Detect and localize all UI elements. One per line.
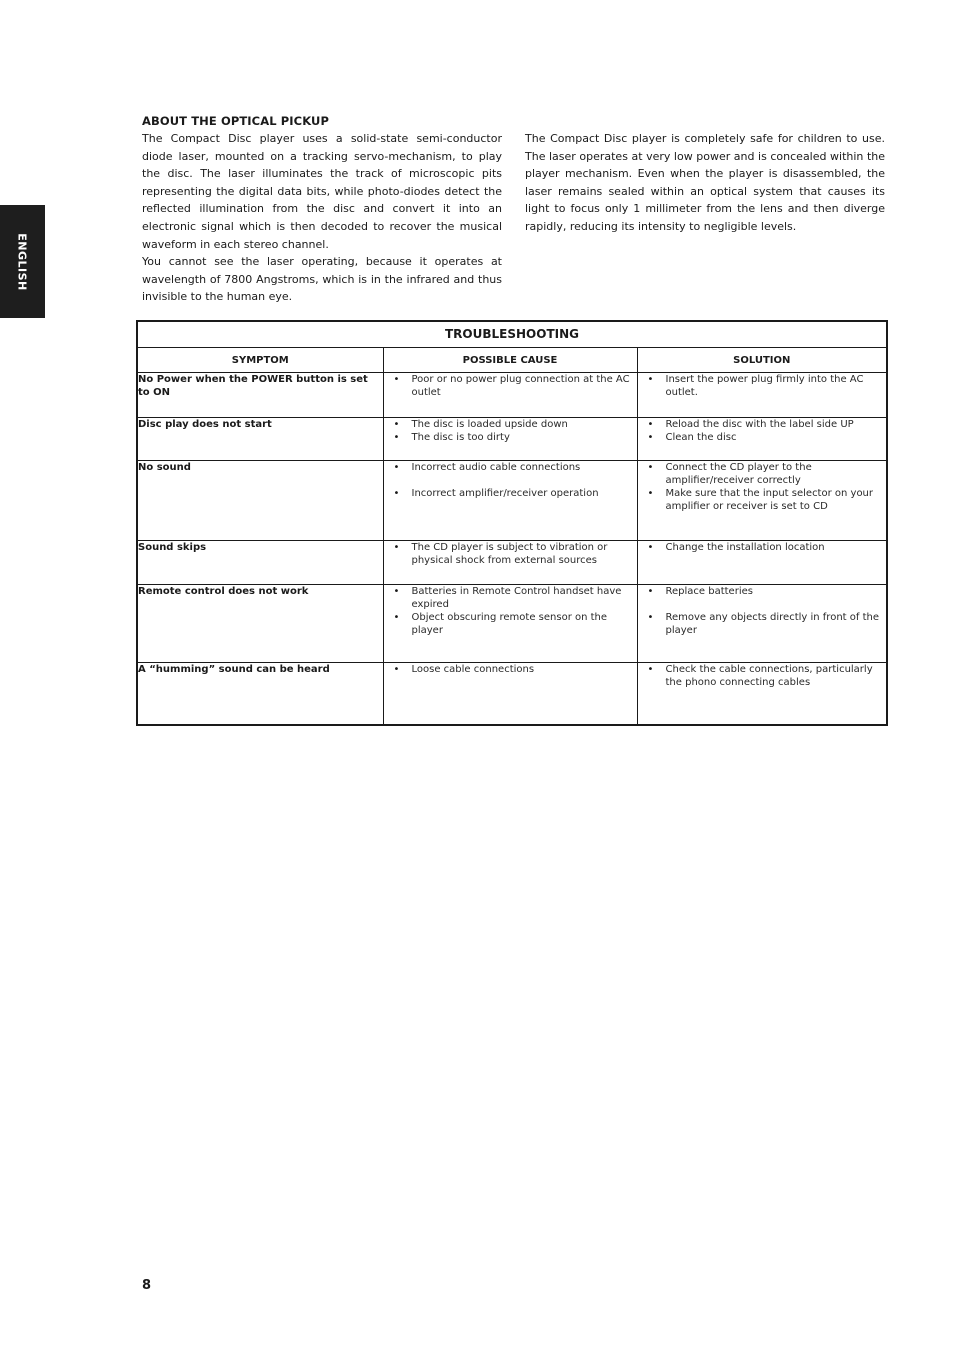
solution-cell (637, 418, 887, 461)
cause-cell (383, 663, 637, 725)
page-number: 8 (142, 1278, 152, 1293)
column-header-symptom: SYMPTOM (137, 348, 383, 373)
solution-item: • Connect the CD player to the amplifier/receiver correctly (638, 461, 887, 487)
solution-cell (637, 461, 887, 541)
optical-pickup-heading: ABOUT THE OPTICAL PICKUP (142, 114, 329, 128)
table-row (137, 461, 887, 541)
solution-cell (637, 373, 887, 418)
cause-cell (383, 541, 637, 585)
cause-item: • Incorrect audio cable connections (384, 461, 637, 474)
language-tab (0, 205, 45, 318)
symptom-cell: A “humming” sound can be heard (137, 663, 383, 725)
solution-item: • Insert the power plug firmly into the AC outlet. (638, 373, 887, 399)
table-row (137, 541, 887, 585)
table-row (137, 585, 887, 663)
solution-item: • Replace batteries (638, 585, 887, 598)
column-header-cause: POSSIBLE CAUSE (383, 348, 637, 373)
cause-item: • Object obscuring remote sensor on the player (384, 611, 637, 637)
solution-item: • Clean the disc (638, 431, 887, 444)
cause-item: • The disc is loaded upside down (384, 418, 637, 431)
symptom-cell: Sound skips (137, 541, 383, 585)
optical-paragraph: The Compact Disc player is completely safe for children to use. The laser operates at very low power and is concealed within the player mechanism. Even when the player is disassembled, the laser remains sealed within an optical system that causes its light to focus only 1 millimeter from the lens and then diverge rapidly, reducing its intensity to negligible levels. (525, 132, 885, 233)
solution-item: • Remove any objects directly in front of the player (638, 611, 887, 637)
cause-cell (383, 373, 637, 418)
symptom-cell: Disc play does not start (137, 418, 383, 461)
cause-item: • Batteries in Remote Control handset have expired (384, 585, 637, 611)
troubleshooting-table (136, 320, 888, 726)
solution-item: • Change the installation location (638, 541, 887, 554)
solution-cell (637, 541, 887, 585)
cause-item: • Loose cable connections (384, 663, 637, 676)
cause-item: • The disc is too dirty (384, 431, 637, 444)
solution-cell (637, 663, 887, 725)
cause-cell (383, 461, 637, 541)
cause-cell (383, 418, 637, 461)
symptom-cell: No sound (137, 461, 383, 541)
column-header-solution: SOLUTION (637, 348, 887, 373)
solution-item: • Make sure that the input selector on your amplifier or receiver is set to CD (638, 487, 887, 513)
cause-cell (383, 585, 637, 663)
table-row (137, 663, 887, 725)
troubleshooting-title: TROUBLESHOOTING (137, 321, 887, 348)
table-row (137, 373, 887, 418)
optical-paragraph: The Compact Disc player uses a solid-state semi-conductor diode laser, mounted on a tracking servo-mechanism, to play the disc. The laser illuminates the track of microscopic pits representing the digital data bits, while photo-diodes detect the reflected illumination from the disc and convert it into an electronic signal which is then decoded to recover the musical waveform in each stereo channel. (142, 132, 502, 251)
cause-item: • Incorrect amplifier/receiver operation (384, 487, 637, 500)
table-row (137, 418, 887, 461)
solution-item: • Check the cable connections, particularly the phono connecting cables (638, 663, 887, 689)
optical-paragraph: You cannot see the laser operating, because it operates at wavelength of 7800 Angstroms, which is in the infrared and thus invisible to the human eye. (142, 255, 502, 304)
solution-item: • Reload the disc with the label side UP (638, 418, 887, 431)
cause-item: • Poor or no power plug connection at the AC outlet (384, 373, 637, 399)
optical-right-column (525, 130, 885, 236)
optical-left-column (142, 130, 502, 306)
symptom-cell: No Power when the POWER button is set to ON (137, 373, 383, 418)
cause-item: • The CD player is subject to vibration or physical shock from external sources (384, 541, 637, 567)
language-tab-label: ENGLISH (15, 233, 29, 291)
solution-cell (637, 585, 887, 663)
symptom-cell: Remote control does not work (137, 585, 383, 663)
